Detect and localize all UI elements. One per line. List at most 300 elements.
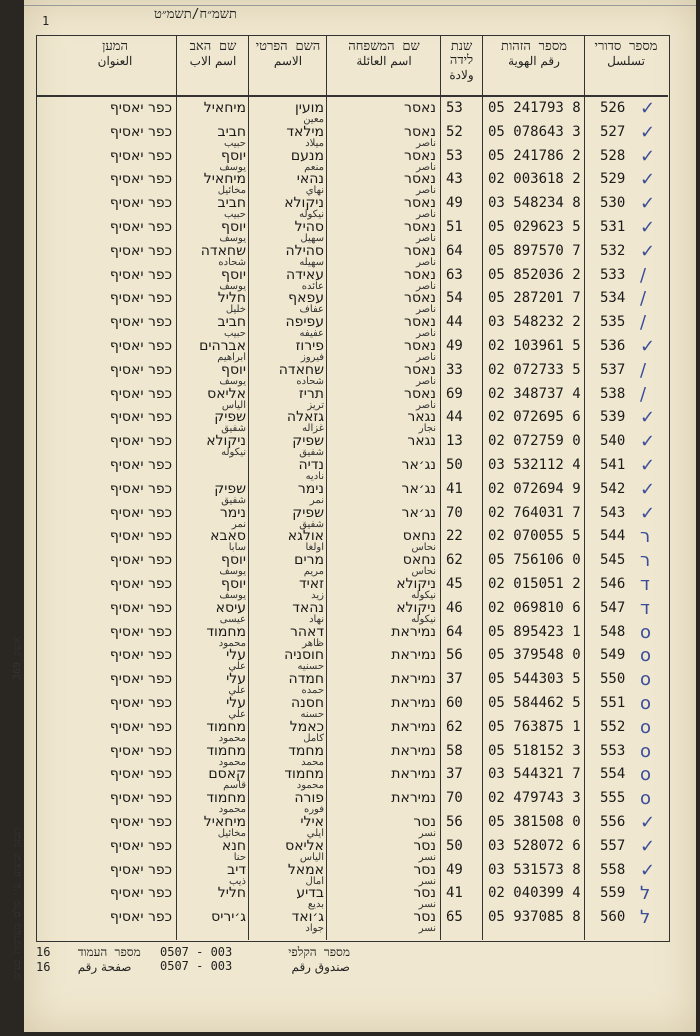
cell-first-arabic: محمود [296, 780, 324, 792]
table-row [36, 195, 668, 219]
cell-father: עיסא [215, 599, 246, 616]
table-row [36, 171, 668, 195]
cell-father: חביב [217, 314, 246, 331]
handwritten-mark: ✓ [640, 407, 656, 429]
header-father [178, 40, 248, 68]
table-row [36, 478, 668, 506]
cell-address: כפר יאסיף [109, 195, 172, 212]
cell-father: שפיק [214, 409, 246, 426]
cell-id: 03 528072 6 [488, 837, 581, 854]
table-row [36, 121, 668, 149]
cell-father: יוסף [221, 266, 246, 283]
cell-family: נאסר [404, 385, 436, 402]
cell-father-arabic: علي [228, 685, 246, 697]
table-row [36, 859, 668, 887]
cell-family-arabic: ناصر [416, 209, 436, 221]
cell-year: 64 [446, 242, 463, 259]
handwritten-mark: ✓ [640, 835, 656, 857]
cell-id: 02 015051 2 [488, 576, 581, 592]
handwritten-mark: ל [640, 883, 651, 905]
cell-first: מרים [294, 552, 324, 569]
handwritten-mark: ✓ [640, 812, 656, 833]
table-row [36, 100, 668, 124]
table-row [36, 359, 668, 387]
handwritten-mark: ✓ [640, 98, 656, 119]
cell-serial: 555 [600, 790, 626, 807]
cell-id: 05 937085 8 [488, 909, 581, 926]
cell-family-arabic: نيكوله [411, 590, 436, 601]
cell-father-arabic: نمر [231, 518, 246, 530]
table-row [36, 502, 668, 530]
cell-father: חנא [221, 837, 246, 854]
cell-serial: 557 [600, 837, 626, 854]
cell-year: 62 [446, 718, 463, 735]
handwritten-mark: ✓ [640, 193, 656, 215]
header-address-ar: العنوان [97, 54, 133, 68]
cell-year: 65 [446, 909, 463, 926]
cell-first: נהאי [296, 171, 324, 188]
cell-family: נאסר [404, 195, 436, 212]
header-address [60, 40, 170, 68]
cell-id: 05 895423 1 [488, 623, 581, 640]
header-id-he: מספר הזהות [501, 39, 567, 54]
cell-father-arabic: يوسف [219, 233, 246, 244]
cell-address: כפר יאסיף [109, 766, 172, 783]
cell-first: נהאד [292, 599, 324, 616]
cell-address: כפר יאסיף [109, 576, 172, 592]
cell-id: 05 852036 2 [488, 266, 581, 283]
table-row [36, 383, 668, 411]
cell-father-arabic: علي [228, 709, 246, 720]
cell-father: מיחאיל [203, 814, 246, 830]
cell-year: 50 [446, 837, 463, 854]
cell-serial: 558 [600, 861, 626, 878]
header-family-ar: اسم العائلة [356, 54, 412, 68]
cell-serial: 526 [600, 100, 626, 116]
cell-father-arabic: حبيب [223, 137, 246, 149]
table-row [36, 716, 668, 744]
cell-family: נאסר [404, 219, 436, 235]
table-row [36, 409, 668, 433]
cell-address: כפר יאסיף [109, 171, 172, 188]
cell-first: עפיפה [285, 314, 324, 331]
cell-father: עלי [226, 695, 246, 711]
cell-family-arabic: نسر [418, 851, 436, 863]
table-row [36, 457, 668, 481]
cell-family-arabic: ناصر [416, 304, 436, 316]
cell-family: נאסר [404, 290, 436, 307]
table-row [36, 621, 668, 649]
cell-year: 60 [446, 695, 463, 711]
cell-father-arabic: يوسف [219, 161, 246, 173]
cell-id: 02 040399 4 [488, 885, 581, 902]
table-row [36, 695, 668, 719]
cell-first-arabic: بديع [307, 899, 324, 911]
cell-address: כפר יאסיף [109, 790, 172, 807]
cell-father: ג׳יריס [211, 909, 246, 926]
cell-address: כפר יאסיף [109, 599, 172, 616]
handwritten-mark: ✓ [640, 859, 656, 881]
cell-serial: 553 [600, 742, 626, 759]
cell-family-arabic: ناصر [416, 137, 436, 149]
cell-first-arabic: سهيله [299, 256, 324, 268]
cell-serial: 532 [600, 242, 626, 259]
footer-box-block [260, 945, 350, 974]
header-birth-year [441, 40, 482, 82]
cell-serial: 531 [600, 219, 626, 235]
cell-id: 05 756106 0 [488, 552, 581, 569]
cell-year: 41 [446, 885, 463, 902]
cell-family: נאסר [404, 338, 436, 354]
handwritten-mark: o [640, 645, 652, 667]
cell-serial: 548 [600, 623, 626, 640]
cell-family: ניקולא [396, 576, 436, 592]
cell-first-arabic: امال [305, 875, 324, 887]
header-serial-ar: تسلسل [607, 54, 645, 68]
cell-address: כפר יאסיף [109, 671, 172, 688]
cell-address: כפר יאסיף [109, 504, 172, 521]
cell-father-arabic: مخائيل [217, 185, 246, 197]
cell-first: בדיע [296, 885, 324, 902]
cell-father-arabic: علي [228, 661, 246, 673]
cell-id: 02 479743 3 [488, 790, 581, 807]
cell-first: אליאס [285, 837, 324, 854]
cell-id: 05 287201 7 [488, 290, 581, 307]
page-title: תשמ״ח/תשמ״ט [154, 7, 237, 22]
footer-codes [160, 945, 260, 973]
cell-id: 03 544321 7 [488, 766, 581, 783]
cell-serial: 529 [600, 171, 626, 188]
cell-address: כפר יאסיף [109, 314, 172, 331]
cell-father: חליל [217, 885, 246, 902]
cell-family: נאסר [404, 314, 436, 331]
cell-family: נאסר [404, 100, 436, 116]
cell-id: 03 548234 8 [488, 195, 581, 212]
cell-first: סהיל [294, 219, 324, 235]
cell-address: כפר יאסיף [109, 480, 172, 497]
cell-family: נגאר [407, 433, 436, 450]
handwritten-mark: ✓ [640, 240, 656, 262]
cell-address: כפר יאסיף [109, 242, 172, 259]
cell-address: כפר יאסיף [109, 338, 172, 354]
cell-serial: 554 [600, 766, 626, 783]
cell-year: 49 [446, 861, 463, 878]
cell-father: קאסם [208, 766, 246, 783]
cell-first-arabic: معين [303, 114, 324, 125]
cell-family: נסר [413, 909, 436, 926]
cell-year: 49 [446, 338, 463, 354]
cell-family: נמיראת [391, 695, 436, 711]
cell-id: 03 531573 8 [488, 861, 581, 878]
cell-family-arabic: نسر [418, 875, 436, 887]
table-row [36, 576, 668, 600]
cell-family: נמיראת [391, 718, 436, 735]
cell-address: כפר יאסיף [109, 385, 172, 402]
cell-first-arabic: جواد [305, 923, 324, 935]
cell-id: 02 069810 6 [488, 599, 581, 616]
cell-father: יוסף [221, 147, 246, 164]
footer-code-1: 0507 - 003 [160, 945, 233, 959]
cell-family: נסר [413, 885, 436, 902]
cell-father-arabic: محمود [218, 732, 246, 744]
cell-family-arabic: ناصر [416, 352, 436, 363]
cell-father: חביב [217, 195, 246, 212]
cell-father-arabic: محمود [218, 804, 246, 816]
cell-family: נמיראת [391, 790, 436, 807]
cell-father-arabic: ابراهيم [217, 352, 246, 363]
cell-family: נאסר [404, 171, 436, 188]
cell-year: 58 [446, 742, 463, 759]
cell-first-arabic: تريز [307, 399, 324, 411]
cell-first: פורה [294, 790, 324, 807]
cell-family: נאסר [404, 361, 436, 378]
cell-year: 45 [446, 576, 463, 592]
handwritten-mark: ד [640, 574, 650, 595]
handwritten-mark: ד [640, 597, 650, 619]
footer-box-label-ar: صندوق رقم [291, 960, 350, 974]
cell-first: אילי [300, 814, 324, 830]
cell-id: 03 532112 4 [488, 457, 581, 473]
handwritten-mark: o [640, 621, 652, 643]
cell-first-arabic: نهاي [305, 185, 324, 197]
header-father-he: שם האב [189, 39, 237, 54]
cell-id: 05 584462 5 [488, 695, 581, 711]
cell-year: 51 [446, 219, 463, 235]
cell-year: 56 [446, 814, 463, 830]
cell-family: נמיראת [391, 766, 436, 783]
cell-father-arabic: حبيب [223, 209, 246, 221]
cell-father-arabic: حنا [233, 851, 246, 863]
table-row [36, 219, 668, 243]
cell-address: כפר יאסיף [109, 623, 172, 640]
handwritten-mark: / [640, 312, 647, 334]
header-year-ar: ولادة [449, 68, 474, 82]
cell-first: שפיק [292, 433, 324, 450]
cell-family-arabic: ناصر [416, 328, 436, 340]
cell-father-arabic: مخائيل [217, 828, 246, 839]
table-row [36, 145, 668, 173]
cell-first: מחמוד [284, 766, 324, 783]
cell-first: חמדה [288, 671, 324, 688]
cell-father: יוסף [221, 552, 246, 569]
cell-family-arabic: ناصر [416, 375, 436, 387]
cell-first: מועין [294, 100, 324, 116]
cell-address: כפר יאסיף [109, 123, 172, 140]
handwritten-mark: o [640, 716, 652, 738]
cell-first-arabic: ظاهر [302, 637, 324, 649]
cell-first-arabic: غزاله [302, 423, 324, 435]
header-address-he: המען [102, 39, 128, 54]
cell-first-arabic: نمر [309, 494, 324, 506]
cell-id: 02 764031 7 [488, 504, 581, 521]
handwritten-mark: / [640, 359, 647, 381]
cell-family: נג׳אר [401, 457, 436, 473]
cell-family-arabic: ناصر [416, 256, 436, 268]
cell-first: תריז [298, 385, 324, 402]
handwritten-mark: ✓ [640, 502, 656, 524]
cell-year: 70 [446, 504, 463, 521]
cell-father: מיחאיל [203, 100, 246, 116]
cell-address: כפר יאסיף [109, 837, 172, 854]
cell-year: 64 [446, 623, 463, 640]
cell-year: 53 [446, 100, 463, 116]
cell-id: 02 003618 2 [488, 171, 581, 188]
cell-address: כפר יאסיף [109, 219, 172, 235]
cell-year: 63 [446, 266, 463, 283]
cell-father: אברהים [199, 338, 246, 354]
cell-year: 56 [446, 647, 463, 664]
cell-father: חביב [217, 123, 246, 140]
cell-serial: 556 [600, 814, 626, 830]
cell-year: 43 [446, 171, 463, 188]
cell-father: נימר [219, 504, 246, 521]
cell-address: כפר יאסיף [109, 814, 172, 830]
cell-serial: 545 [600, 552, 626, 569]
cell-serial: 538 [600, 385, 626, 402]
table-row [36, 647, 668, 671]
handwritten-mark: ל [640, 907, 651, 929]
cell-father-arabic: عيسى [219, 613, 246, 625]
header-first-ar: الاسم [273, 54, 303, 68]
cell-serial: 552 [600, 718, 626, 735]
table-row [36, 433, 668, 457]
cell-id: 05 029623 5 [488, 219, 581, 235]
cell-serial: 537 [600, 361, 626, 378]
cell-first: נדיה [298, 457, 324, 473]
cell-first: חוסניה [284, 647, 324, 664]
cell-serial: 547 [600, 599, 626, 616]
cell-first-arabic: زيد [311, 590, 324, 601]
cell-father-arabic: شحاده [218, 256, 246, 268]
cell-first-arabic: حسنيه [297, 661, 324, 673]
cell-family-arabic: ناصر [416, 161, 436, 173]
handwritten-mark: o [640, 740, 652, 762]
cell-family: נג׳אר [401, 480, 436, 497]
cell-family-arabic: نسر [418, 828, 436, 839]
cell-serial: 536 [600, 338, 626, 354]
cell-first-arabic: عفيفه [299, 328, 324, 340]
footer-code-2: 0507 - 003 [160, 959, 233, 973]
footer-page-value-2: 16 [36, 960, 51, 974]
cell-first-arabic: شفيق [299, 447, 324, 459]
cell-father: מחמוד [206, 742, 246, 759]
handwritten-mark: / [640, 264, 647, 286]
cell-id: 05 381508 0 [488, 814, 581, 830]
cell-family: נחאס [402, 528, 436, 545]
handwritten-mark: ✓ [640, 217, 656, 238]
cell-serial: 551 [600, 695, 626, 711]
cell-father-arabic: شفيق [221, 423, 246, 435]
header-first-he: השם הפרטי [255, 39, 321, 54]
cell-father: אליאס [207, 385, 246, 402]
footer-box-label: מספר הקלפי [288, 945, 350, 959]
cell-first: כאמל [289, 718, 324, 735]
cell-family: נסר [413, 814, 436, 830]
header-rule [36, 95, 668, 97]
cell-father-arabic: قاسم [223, 780, 246, 792]
cell-father: שפיק [214, 480, 246, 497]
cell-family-arabic: نجار [418, 423, 436, 435]
cell-year: 44 [446, 314, 463, 331]
cell-first-arabic: حمده [301, 685, 324, 697]
page-number: 1 [42, 14, 50, 28]
table-row [36, 314, 668, 338]
cell-first-arabic: شحاده [296, 375, 324, 387]
cell-year: 41 [446, 480, 463, 497]
cell-father-arabic: محمود [218, 637, 246, 649]
cell-id: 05 518152 3 [488, 742, 581, 759]
cell-father-arabic: حبيب [223, 328, 246, 340]
table-row [36, 264, 668, 292]
handwritten-mark: o [640, 788, 652, 810]
cell-father: מחמוד [206, 623, 246, 640]
cell-family: נמיראת [391, 671, 436, 688]
table-row [36, 909, 668, 933]
header-serial-he: מספר סדורי [594, 39, 658, 54]
cell-family: נמיראת [391, 623, 436, 640]
table-row [36, 671, 668, 695]
header-family-name [328, 40, 440, 68]
cell-first-arabic: شفيق [299, 518, 324, 530]
cell-serial: 546 [600, 576, 626, 592]
cell-year: 54 [446, 290, 463, 307]
cell-address: כפר יאסיף [109, 100, 172, 116]
cell-family-arabic: ناصر [416, 399, 436, 411]
top-rule [24, 5, 696, 6]
cell-first-arabic: عائده [301, 280, 324, 292]
cell-family: נסר [413, 837, 436, 854]
cell-address: כפר יאסיף [109, 147, 172, 164]
cell-father: דיב [227, 861, 246, 878]
cell-serial: 549 [600, 647, 626, 664]
header-family-he: שם המשפחה [348, 39, 420, 54]
cell-id: 05 897570 7 [488, 242, 581, 259]
cell-serial: 541 [600, 457, 626, 473]
cell-father: שחאדה [200, 242, 246, 259]
cell-father-arabic: ذيب [228, 875, 246, 887]
cell-father: סאבא [210, 528, 246, 545]
cell-year: 52 [446, 123, 463, 140]
header-first-name [250, 40, 326, 68]
cell-first: אולגא [287, 528, 324, 545]
cell-first-arabic: اولغا [305, 542, 324, 554]
header-father-ar: اسم الاب [189, 54, 237, 68]
cell-first-arabic: كامل [303, 732, 324, 744]
handwritten-mark: ✓ [640, 121, 656, 143]
printer-credit: תכנון וביצוע ע״י מלם מערכות בע״מ [12, 827, 23, 980]
handwritten-mark: ✓ [640, 455, 656, 476]
cell-year: 69 [446, 385, 463, 402]
cell-father-arabic: يوسف [219, 590, 246, 601]
footer-page-label-ar: صفحة رقم [77, 960, 132, 974]
cell-family-arabic: نحاس [411, 566, 436, 578]
cell-family: נאסר [404, 242, 436, 259]
cell-family: נמיראת [391, 647, 436, 664]
cell-year: 49 [446, 195, 463, 212]
cell-father: יוסף [221, 219, 246, 235]
cell-family: נגאר [407, 409, 436, 426]
cell-first: פירוז [295, 338, 324, 354]
cell-family: נאסר [404, 266, 436, 283]
cell-id: 02 072759 0 [488, 433, 581, 450]
handwritten-mark: ✓ [640, 478, 656, 500]
handwritten-mark: ✓ [640, 169, 656, 191]
cell-serial: 559 [600, 885, 626, 902]
cell-father-arabic: خليل [225, 304, 246, 316]
table-row [36, 290, 668, 314]
cell-first-arabic: محمد [301, 756, 324, 768]
cell-id: 05 379548 0 [488, 647, 581, 664]
